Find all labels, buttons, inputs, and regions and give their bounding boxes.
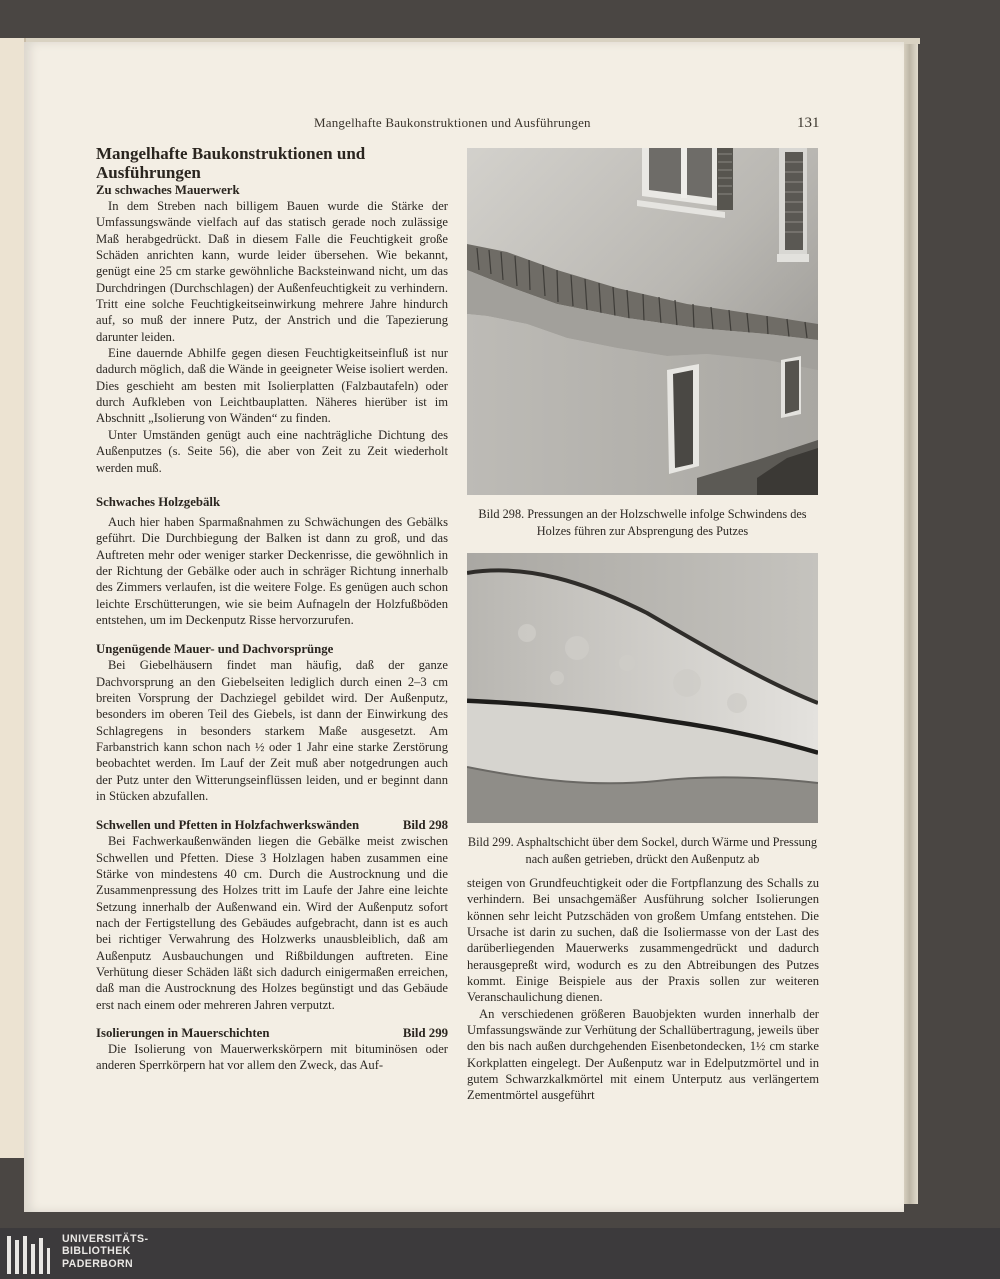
page-number: 131 xyxy=(797,115,820,131)
chapter-title-line1: Mangelhafte Baukonstruktionen und xyxy=(96,144,366,163)
paragraph: In dem Streben nach billigem Bauen wurde die Stärke der Umfassungswände vielfach auf das statisch gerade noch zulässige Maß herabgedrückt. Daß in diesem Falle die Feuchtigkeit große Schäden anrichten kann, wurde leider übersehen. Wie bekannt, genügt eine 25 cm starke gewöhnliche Backsteinwand nicht, um das Durchdringen (Durchschlagen) der Außenfeuchtigkeit zu verhindern. Tritt eine solche Feuchtigkeitseinwirkung mehrere Jahre hindurch auf, so muß der innere Putz, der Anstrich und die Tapezierung darunter leiden. xyxy=(96,199,448,344)
paragraph: An verschiedenen größeren Bauobjekten wurden innerhalb der Umfassungswände zur Verhütung der Schallübertragung, jeweils über den bis nach außen durchgehenden Eisenbetondecken, 1½ cm starke Korkplatten eingelegt. Der Außenputz war in Edelputzmörtel und in gutem Schwarzkalkmörtel mit einem Unterputz aus verlängertem Zementmörtel ausgeführt xyxy=(467,1006,819,1103)
figure-299-caption: Bild 299. Asphaltschicht über dem Sockel, durch Wärme und Pressung nach außen getrieben, drückt den Außenputz ab xyxy=(467,835,818,866)
paragraph: Bei Giebelhäusern findet man häufig, daß der ganze Dachvorsprung an den Giebelseiten lediglich durch einen 2–3 cm breiten Vorsprung der Dachziegel gebildet wird. Der Außenputz, besonders im oberen Teil des Giebels, ist dann der Einwirkung des Schlagregens in besonders starkem Maße ausgesetzt. Am Farbanstrich kann schon nach ½ oder 1 Jahr eine starke Zerstörung beobachtet werden. Im Lauf der Zeit muß aber notgedrungen auch der Putz unter den Witterungseinflüssen leiden, und er beginnt dann in Stücken abzufallen. xyxy=(96,658,448,803)
right-column xyxy=(467,875,819,1104)
library-logo-icon xyxy=(5,1234,53,1276)
paragraph: Bei Fachwerkaußenwänden liegen die Gebälke meist zwischen Schwellen und Pfetten. Diese 3 Holzlagen haben zusammen eine Stärke von mindestens 40 cm. Durch die Austrocknung und die Zusammenpressung des Holzes tritt im Laufe der Jahre eine leichte Setzung innerhalb der Außenwand ein. Wird der Außenputz sofort nach der Fertigstellung des Gebäudes aufgebracht, dann ist es auch bei richtiger Verwahrung des Holzwerks unausbleiblich, daß am Außenputz Ausbauchungen und Rißbildungen auftreten. Eine Verhütung dieser Schäden läßt sich dadurch einigermaßen erreichen, daß man die Austrocknung des Holzes begünstigt und das Gebäude erst nach einem oder mehreren Jahren verputzt. xyxy=(96,834,448,1012)
running-head: Mangelhafte Baukonstruktionen und Ausführungen xyxy=(314,115,591,130)
left-page-edge xyxy=(0,38,26,1158)
figure-299-photo xyxy=(467,553,818,823)
figure-298-caption: Bild 298. Pressungen an der Holzschwelle infolge Schwindens des Holzes führen zur Absprengung des Putzes xyxy=(478,507,807,538)
section-heading: Schwellen und Pfetten in Holzfachwerkswänden Bild 298 xyxy=(96,818,448,833)
chapter-title-line2: Ausführungen xyxy=(96,163,201,182)
paragraph: Eine dauernde Abhilfe gegen diesen Feuchtigkeitseinfluß ist nur dadurch möglich, daß die Wände in geeigneter Weise isoliert werden. Dies geschieht am besten mit Isolierplatten (Falzbautafeln) oder durch Aufkleben von Leichtbauplatten. Näheres hierüber ist im Abschnitt „Isolierung von Wänden“ zu finden. xyxy=(96,346,448,426)
left-column xyxy=(96,144,448,1074)
section-heading: Ungenügende Mauer- und Dachvorsprünge xyxy=(96,642,334,657)
library-logo xyxy=(0,1232,200,1276)
paragraph: steigen von Grundfeuchtigkeit oder die Fortpflanzung des Schalls zu verhindern. Bei unsachgemäßer Ausführung solcher Isolierungen können sehr leicht Putzschäden von großem Umfang entstehen. Die Ursache ist darin zu suchen, daß die Isoliermasse von der Last des darüberliegenden Mauerwerks zusammengedrückt und dadurch herausgepreßt wird, wodurch es zu den Abtreibungen des Putzes kommt. Einige Beispiele aus der Praxis sollen zur weiteren Veranschaulichung dienen. xyxy=(467,876,819,1005)
section-heading: Zu schwaches Mauerwerk xyxy=(96,183,240,197)
paragraph: Auch hier haben Sparmaßnahmen zu Schwächungen des Gebälks geführt. Die Durchbiegung der Balken ist dann zu groß, und das Auftreten mehr oder weniger starker Deckenrisse, die gewöhnlich in der Richtung der Gebälke oder auch in schräger Richtung innerhalb des Zimmers verlaufen, ist die weitere Folge. Es genügen auch schon leichte Erschütterungen, wie sie beim Aufnageln der Holzfußböden entstehen, um im Deckenputz Risse hervorzurufen. xyxy=(96,514,448,627)
chapter-title xyxy=(96,144,448,182)
paragraph: Unter Umständen genügt auch eine nachträgliche Dichtung des Außenputzes (s. Seite 56), die aber von Zeit zu Zeit wiederholt werden muß. xyxy=(96,427,448,475)
section-heading: Schwaches Holzgebälk xyxy=(96,494,221,509)
section-heading: Isolierungen in Mauerschichten Bild 299 xyxy=(96,1026,448,1041)
paragraph: Die Isolierung von Mauerwerkskörpern mit bituminösen oder anderen Sperrkörpern hat vor allem den Zweck, das Auf- xyxy=(96,1042,448,1073)
page-stack-edge xyxy=(904,44,918,1204)
figure-reference: Bild 298 xyxy=(402,818,448,833)
figure-298-photo xyxy=(467,148,818,495)
library-logo-text: UNIVERSITÄTS- BIBLIOTHEK PADERBORN xyxy=(62,1233,149,1270)
figure-reference: Bild 299 xyxy=(402,1026,448,1041)
